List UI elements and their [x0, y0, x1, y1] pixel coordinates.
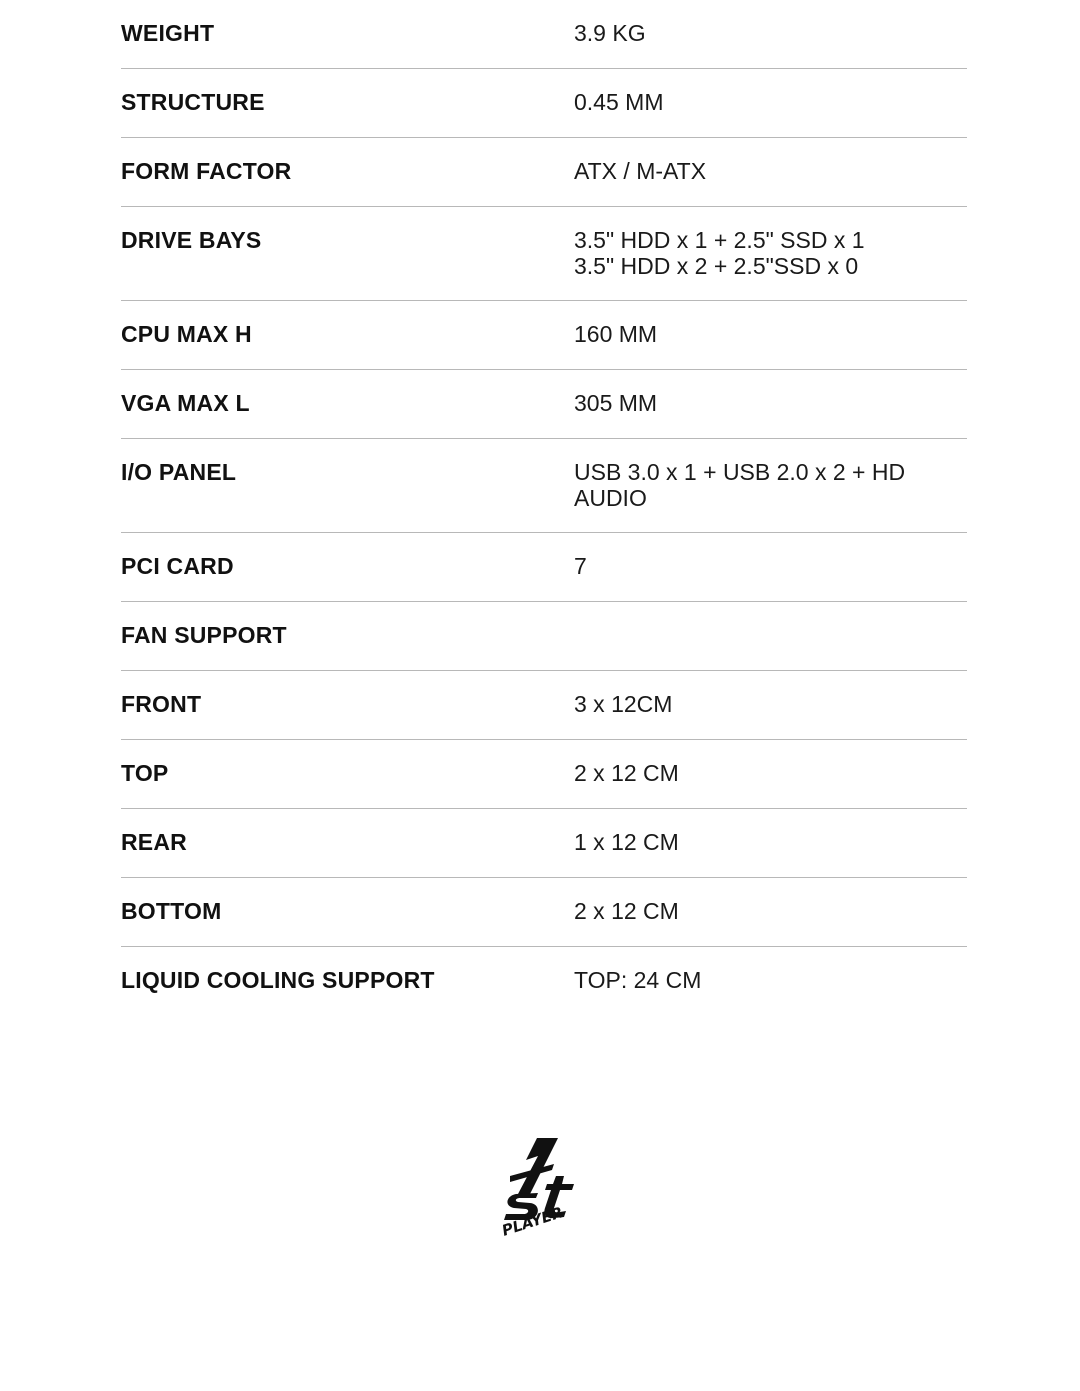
spec-label: CPU MAX H: [121, 321, 252, 347]
spec-row-drive-bays: [121, 207, 967, 301]
spec-value: 305 MM: [574, 390, 658, 416]
spec-value: 0.45 MM: [574, 89, 664, 115]
spec-row-io-panel: [121, 439, 967, 533]
spec-label: DRIVE BAYS: [121, 227, 262, 253]
spec-value: 3.5" HDD x 1 + 2.5" SSD x 1 3.5" HDD x 2 + 2.5"SSD x 0: [574, 227, 865, 279]
spec-row-top: [121, 740, 967, 809]
spec-value: TOP: 24 CM: [574, 967, 702, 993]
spec-label: FORM FACTOR: [121, 158, 292, 184]
spec-label: STRUCTURE: [121, 89, 265, 115]
spec-label: WEIGHT: [121, 20, 215, 46]
spec-label: BOTTOM: [121, 898, 222, 924]
spec-value: 7: [574, 553, 587, 579]
spec-row-liquid-cooling-support: [121, 947, 967, 1015]
spec-row-structure: [121, 69, 967, 138]
spec-value: ATX / M-ATX: [574, 158, 707, 184]
spec-value: 160 MM: [574, 321, 658, 347]
1st-player-logo-icon: [496, 1136, 586, 1240]
spec-row-cpu-max-h: [121, 301, 967, 370]
spec-label: FAN SUPPORT: [121, 622, 287, 648]
spec-value: USB 3.0 x 1 + USB 2.0 x 2 + HD AUDIO: [574, 459, 906, 511]
spec-row-front: [121, 671, 967, 740]
spec-row-rear: [121, 809, 967, 878]
spec-row-bottom: [121, 878, 967, 947]
spec-row-pci-card: [121, 533, 967, 602]
spec-value: 3 x 12CM: [574, 691, 673, 717]
spec-label: PCI CARD: [121, 553, 234, 579]
spec-table: [121, 0, 967, 1015]
spec-label: FRONT: [121, 691, 202, 717]
spec-value: 2 x 12 CM: [574, 760, 679, 786]
spec-label: I/O PANEL: [121, 459, 237, 485]
spec-row-form-factor: [121, 138, 967, 207]
spec-value: 3.9 KG: [574, 20, 646, 46]
spec-label: TOP: [121, 760, 169, 786]
spec-row-vga-max-l: [121, 370, 967, 439]
spec-label: VGA MAX L: [121, 390, 250, 416]
spec-value: 2 x 12 CM: [574, 898, 679, 924]
spec-row-weight: [121, 0, 967, 69]
spec-row-fan-support: [121, 602, 967, 671]
spec-label: LIQUID COOLING SUPPORT: [121, 967, 435, 993]
spec-label: REAR: [121, 829, 187, 855]
svg-text:PLAYER: PLAYER: [499, 1203, 566, 1240]
spec-value: 1 x 12 CM: [574, 829, 679, 855]
